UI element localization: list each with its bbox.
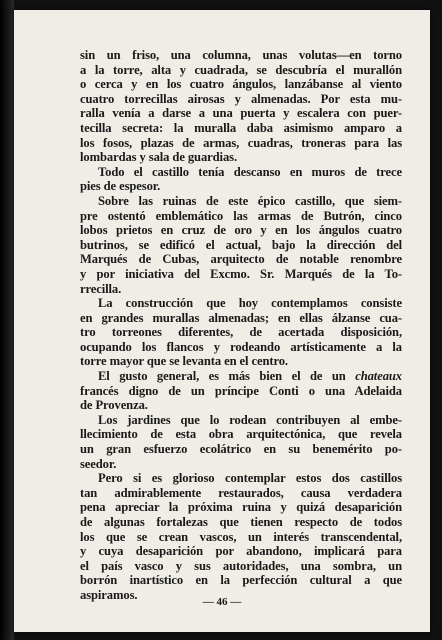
text-line: Los jardines que lo rodean contribuyen al embe- <box>98 412 402 427</box>
text-line: lobos prietos en cruz de oro y en los ángulos cuatro <box>80 223 402 238</box>
text-line: cuatro torrecillas airosas y almenadas. Por esta mu- <box>80 91 402 106</box>
text-line: y cuya desaparición por abandono, implicará para <box>80 544 402 559</box>
text-line: de Provenza. <box>80 398 148 413</box>
text-line: Marqués de Cubas, arquitecto de notable renombre <box>80 252 402 267</box>
text-line: butrinos, se edificó el actual, bajo la dirección del <box>80 237 402 252</box>
text-line: ocupando los flancos y rodeando artísticamente a la <box>80 339 402 354</box>
text-line: borrón inartístico en la perfección cultural a que <box>80 573 402 588</box>
text-line: pre ostentó emblemático las armas de Butrón, cinco <box>80 208 402 223</box>
text-line: Sobre las ruinas de este épico castillo, que siem- <box>98 193 402 208</box>
text-line: tan admirablemente restaurados, causa verdadera <box>80 485 402 500</box>
text-line: pena apreciar la próxima ruina y quizá desaparición <box>80 500 402 515</box>
text-line: francés digno de un príncipe Conti o una Adelaida <box>80 383 402 398</box>
text-line: el país vasco y sus autoridades, una sombra, un <box>80 558 402 573</box>
text-line: sin un friso, una columna, unas volutas—en torno <box>80 48 402 62</box>
text-line: rrecilla. <box>80 281 122 296</box>
italic-word: chateaux <box>355 369 402 384</box>
text-line: Todo el castillo tenía descanso en muros de trece <box>98 164 402 179</box>
text-line: tecilla secreta: la muralla daba asimismo amparo a <box>80 120 402 135</box>
text-line: llecimiento de esta obra arquitectónica, que revela <box>80 427 402 442</box>
body-text <box>80 48 402 603</box>
page-number: — 46 — <box>202 596 242 608</box>
scan-edge <box>0 0 14 640</box>
text-line: pies de espesor. <box>80 179 161 194</box>
text-line: El gusto general, es más bien el de un chateaux <box>98 369 402 384</box>
text-line: lombardas y sala de guardias. <box>80 150 237 165</box>
text-line: los que se crean vascos, un interés transcendental, <box>80 529 402 544</box>
text-line: un gran esfuerzo ecolátrico en su benemérito po- <box>80 442 402 457</box>
text-line: La construcción que hoy contemplamos consiste <box>98 296 402 311</box>
text-line: ralla venía a darse a una puerta y escalera con puer- <box>80 106 402 121</box>
text-line: o cerca y en los cuatro ángulos, lanzábanse al viento <box>80 77 402 92</box>
text-line: aspiramos. <box>80 587 138 602</box>
book-page <box>14 10 430 632</box>
text-line: tro torreones diferentes, de acertada disposición, <box>80 325 402 340</box>
text-line: torre mayor que se levanta en el centro. <box>80 354 288 369</box>
text-line: en grandes murallas almenadas; en ellas álzanse cua- <box>80 310 402 325</box>
text-line: a la torre, alta y cuadrada, se descubría el murallón <box>80 62 402 77</box>
text-line: seedor. <box>80 456 117 471</box>
text-line: Pero si es glorioso contemplar estos dos castillos <box>98 471 402 486</box>
text-line: los fosos, plazas de armas, cuadras, troneras para las <box>80 135 402 150</box>
text-line: y por iniciativa del Excmo. Sr. Marqués de la To- <box>80 266 402 281</box>
text-line: de algunas fortalezas que tienen respecto de todos <box>80 515 402 529</box>
